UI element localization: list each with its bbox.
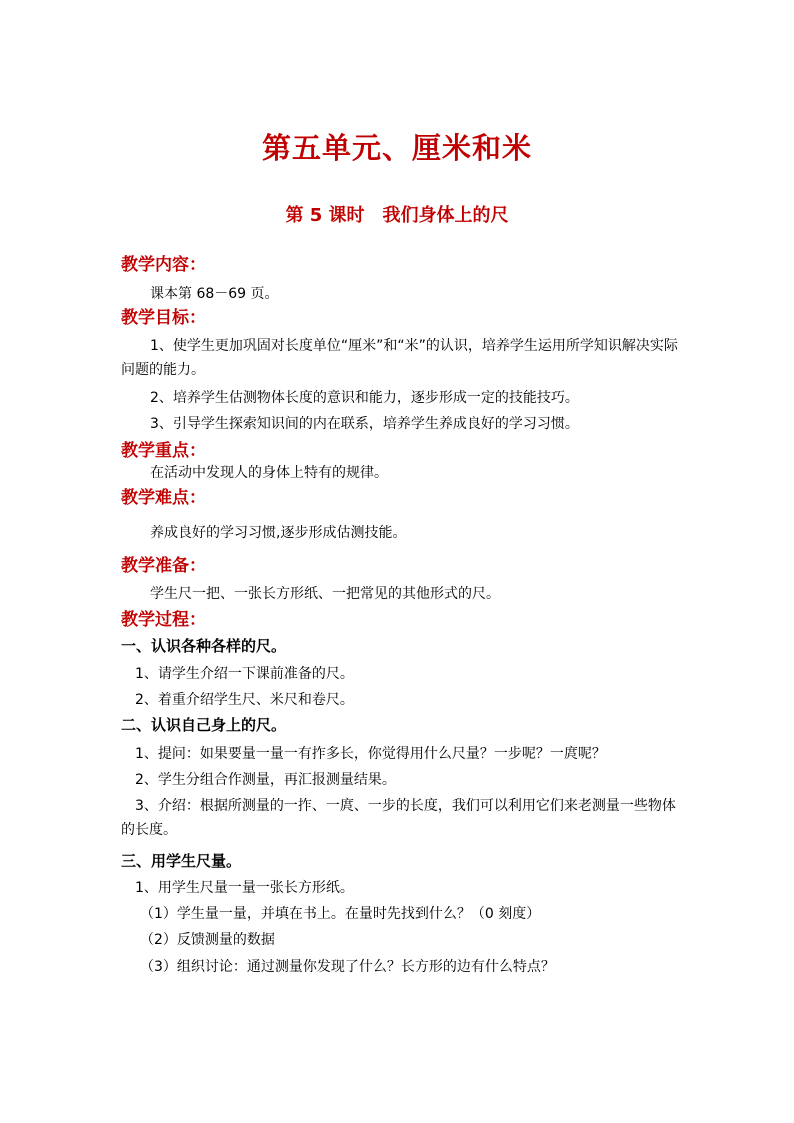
difficult-points-heading: 教学难点： xyxy=(121,488,206,508)
unit-title: 第五单元、厘米和米 xyxy=(261,131,532,165)
process-item: 3、介绍：根据所测量的一拃、一庹、一步的长度，我们可以利用它们来老测量一些物体的长度。 xyxy=(121,798,676,838)
process-item: 1、提问：如果要量一量一有拃多长，你觉得用什么尺量？一步呢？一庹呢？ xyxy=(135,746,606,762)
section-title: 一、认识各种各样的尺。 xyxy=(121,637,287,655)
teaching-goals-heading: 教学目标： xyxy=(121,308,206,328)
lesson-subtitle: 第 5 课时 我们身体上的尺 xyxy=(285,205,509,226)
process-item: 2、学生分组合作测量，再汇报测量结果。 xyxy=(135,772,396,788)
process-item: 2、着重介绍学生尺、米尺和卷尺。 xyxy=(135,692,354,708)
goal-item: 1、使学生更加巩固对长度单位“厘米”和“米”的认识，培养学生运用所学知识解决实际问题的能力。 xyxy=(121,338,678,378)
teaching-content-text: 课本第 68－69 页。 xyxy=(150,286,279,302)
key-points-heading: 教学重点： xyxy=(121,441,206,461)
goal-item: 2、培养学生估测物体长度的意识和能力，逐步形成一定的技能技巧。 xyxy=(150,390,579,406)
section-title: 二、认识自己身上的尺。 xyxy=(121,716,287,734)
key-points-text: 在活动中发现人的身体上特有的规律。 xyxy=(150,465,388,481)
preparation-text: 学生尺一把、一张长方形纸、一把常见的其他形式的尺。 xyxy=(150,586,500,602)
process-item: （3）组织讨论：通过测量你发现了什么？长方形的边有什么特点？ xyxy=(140,959,555,975)
teaching-content-heading: 教学内容： xyxy=(121,255,206,275)
process-heading: 教学过程： xyxy=(121,610,206,630)
difficult-points-text: 养成良好的学习习惯,逐步形成估测技能。 xyxy=(150,525,407,541)
process-item: 1、用学生尺量一量一张长方形纸。 xyxy=(135,880,354,896)
process-item: 1、请学生介绍一下课前准备的尺。 xyxy=(135,666,354,682)
section-title: 三、用学生尺量。 xyxy=(121,852,242,870)
process-item: （1）学生量一量，并填在书上。在量时先找到什么？（0 刻度） xyxy=(140,906,541,922)
process-item: （2）反馈测量的数据 xyxy=(140,932,275,948)
goal-item: 3、引导学生探索知识间的内在联系，培养学生养成良好的学习习惯。 xyxy=(150,416,579,432)
preparation-heading: 教学准备： xyxy=(121,556,206,576)
